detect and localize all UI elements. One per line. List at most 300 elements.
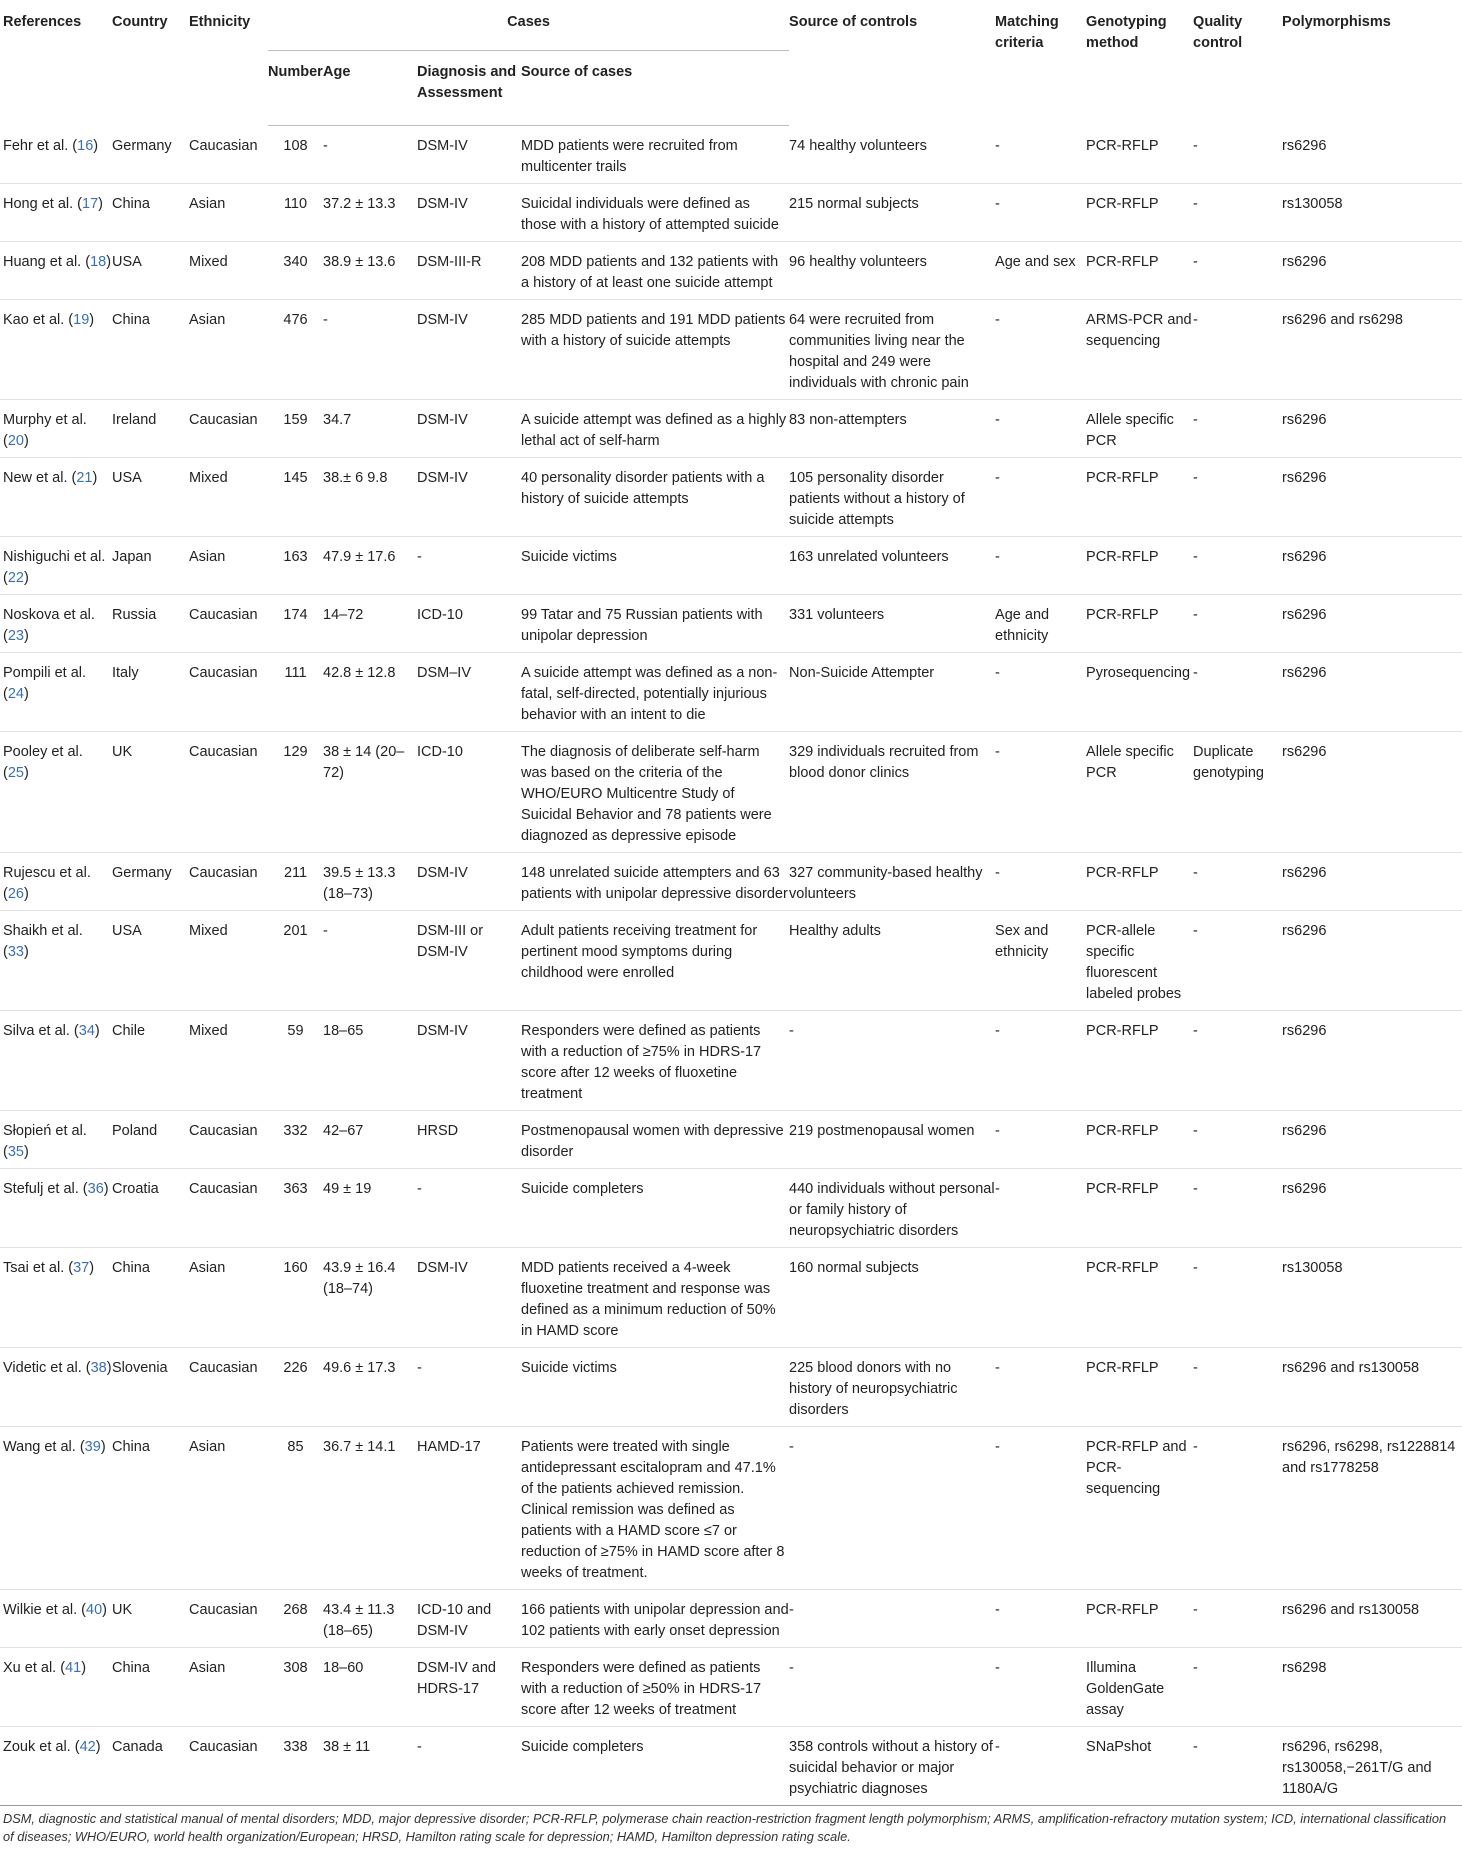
cell-quality: -	[1193, 665, 1198, 681]
cell-country: USA	[112, 254, 142, 270]
cell-country: Slovenia	[112, 1360, 168, 1376]
cell-polymorphisms: rs130058	[1282, 1260, 1343, 1276]
cell-genotyping: PCR-RFLP	[1086, 1602, 1159, 1618]
reference-close-paren: )	[23, 433, 29, 449]
header-genotyping: Genotyping method	[1086, 14, 1167, 51]
cell-age: 38.± 6 9.8	[323, 470, 388, 486]
cell-source-cases: MDD patients were recruited from multicenter trails	[521, 138, 738, 175]
table-row	[0, 242, 1462, 300]
cell-genotyping: PCR-RFLP	[1086, 196, 1159, 212]
header-number: Number	[268, 51, 323, 126]
cell-reference	[0, 653, 112, 732]
cell-country: China	[112, 1660, 150, 1676]
cell-quality: -	[1193, 865, 1198, 881]
reference-author: Pooley et al. (	[3, 744, 83, 781]
cell-source-cases: Suicide completers	[521, 1739, 644, 1755]
cell-source-controls: -	[789, 1023, 794, 1039]
cell-country: China	[112, 196, 150, 212]
cell-number: 163	[283, 549, 308, 565]
cell-quality: -	[1193, 1260, 1198, 1276]
table-body	[0, 126, 1462, 1806]
cell-matching: -	[995, 1123, 1000, 1139]
cell-country: China	[112, 1260, 150, 1276]
cell-ethnicity: Caucasian	[189, 865, 258, 881]
table-row	[0, 1427, 1462, 1590]
cell-diagnosis: DSM-IV	[417, 196, 468, 212]
cell-country: Russia	[112, 607, 157, 623]
cell-reference	[0, 1648, 112, 1727]
cell-diagnosis: DSM-IV	[417, 312, 468, 328]
cell-quality: -	[1193, 137, 1198, 154]
cell-diagnosis: DSM-IV	[417, 138, 468, 154]
cell-reference	[0, 1169, 112, 1248]
table-row	[0, 458, 1462, 537]
cell-polymorphisms: rs6296	[1282, 1181, 1327, 1197]
cell-quality: -	[1193, 923, 1198, 939]
cell-matching: -	[995, 1360, 1000, 1376]
cell-source-cases: 148 unrelated suicide attempters and 63 patients with unipolar depressive disorder	[521, 865, 788, 902]
cell-diagnosis: DSM-IV	[417, 470, 468, 486]
reference-close-paren: )	[103, 1181, 109, 1197]
cell-age: 42–67	[323, 1123, 364, 1139]
reference-number-link[interactable]: 36	[87, 1181, 104, 1197]
cell-ethnicity: Caucasian	[189, 137, 258, 154]
reference-number-link[interactable]: 39	[84, 1439, 101, 1455]
cell-ethnicity: Caucasian	[189, 1360, 258, 1376]
cell-ethnicity: Asian	[189, 312, 226, 328]
header-quality: Quality control	[1193, 14, 1243, 51]
cell-age: -	[323, 923, 328, 939]
cell-reference	[0, 1727, 112, 1806]
reference-author: Stefulj et al. (	[3, 1181, 88, 1197]
cell-diagnosis: -	[417, 549, 422, 565]
table-row	[0, 126, 1462, 184]
reference-number-link[interactable]: 24	[7, 686, 24, 702]
cell-reference	[0, 1248, 112, 1348]
cell-matching: Age and ethnicity	[995, 607, 1050, 644]
header-references: References	[3, 14, 82, 30]
cell-matching: -	[995, 470, 1000, 486]
cell-number: 160	[283, 1260, 308, 1276]
reference-close-paren: )	[23, 1144, 29, 1160]
cell-genotyping: PCR-RFLP	[1086, 1023, 1159, 1039]
cell-quality: -	[1193, 196, 1198, 212]
cell-country: Ireland	[112, 412, 157, 428]
cell-age: 49 ± 19	[323, 1181, 372, 1197]
cell-source-cases: 208 MDD patients and 132 patients with a history of at least one suicide attempt	[521, 254, 779, 291]
cell-country: China	[112, 312, 150, 328]
cell-genotyping: PCR-RFLP	[1086, 607, 1159, 623]
reference-number-link[interactable]: 23	[7, 628, 24, 644]
cell-country: USA	[112, 470, 142, 486]
cell-matching: -	[995, 1602, 1000, 1618]
reference-number-link[interactable]: 21	[76, 470, 93, 486]
cell-source-controls: 64 were recruited from communities living near the hospital and 249 were individuals with chronic pain	[789, 312, 969, 391]
header-ethnicity: Ethnicity	[189, 14, 251, 30]
table-row	[0, 1169, 1462, 1248]
cell-number: 226	[283, 1360, 308, 1376]
cell-polymorphisms: rs6296	[1282, 744, 1327, 760]
cell-source-cases: 99 Tatar and 75 Russian patients with unipolar depression	[521, 607, 763, 644]
cell-number: 145	[283, 470, 308, 486]
reference-close-paren: )	[23, 628, 29, 644]
cell-reference	[0, 300, 112, 400]
cell-genotyping: PCR-RFLP	[1086, 1123, 1159, 1139]
cell-reference	[0, 458, 112, 537]
cell-ethnicity: Mixed	[189, 1023, 228, 1039]
cell-source-controls: 219 postmenopausal women	[789, 1123, 975, 1139]
cell-quality: -	[1193, 470, 1198, 486]
cell-diagnosis: DSM-IV and HDRS-17	[417, 1660, 496, 1697]
cell-country: Poland	[112, 1123, 158, 1139]
cell-source-controls: 440 individuals without personal or family history of neuropsychiatric disorders	[789, 1181, 995, 1239]
reference-close-paren: )	[23, 886, 29, 902]
cell-genotyping: PCR-RFLP	[1086, 254, 1159, 270]
cell-genotyping: PCR-RFLP	[1086, 865, 1159, 881]
reference-author: Kao et al. (	[3, 312, 74, 328]
cell-ethnicity: Asian	[189, 1260, 226, 1276]
cell-source-controls: -	[789, 1660, 794, 1676]
table-row	[0, 1348, 1462, 1427]
cell-country: Germany	[112, 865, 172, 881]
table-row	[0, 1590, 1462, 1648]
reference-close-paren: )	[106, 1360, 112, 1376]
cell-reference	[0, 400, 112, 458]
cell-genotyping: ARMS-PCR and sequencing	[1086, 312, 1192, 349]
cell-quality: -	[1193, 412, 1198, 428]
cell-source-cases: 40 personality disorder patients with a history of suicide attempts	[521, 470, 765, 507]
cell-age: 43.4 ± 11.3 (18–65)	[323, 1602, 395, 1639]
cell-source-controls: 327 community-based healthy volunteers	[789, 865, 983, 902]
cell-diagnosis: DSM-III or DSM-IV	[417, 923, 484, 960]
reference-close-paren: )	[81, 1660, 87, 1676]
cell-source-controls: 105 personality disorder patients without a history of suicide attempts	[789, 470, 965, 528]
cell-reference	[0, 1590, 112, 1648]
cell-diagnosis: ICD-10	[417, 744, 463, 760]
cell-genotyping: PCR-RFLP	[1086, 549, 1159, 565]
cell-ethnicity: Mixed	[189, 254, 228, 270]
cell-quality: -	[1193, 607, 1198, 623]
cell-ethnicity: Caucasian	[189, 665, 258, 681]
cell-country: Italy	[112, 665, 139, 681]
table-footnote: DSM, diagnostic and statistical manual of mental disorders; MDD, major depressive disorder; PCR-RFLP, polymerase chain reaction-restriction fragment length polymorphism; ARMS, amplification-refractory mutation system; ICD, international classification of diseases; WHO/EURO, world health organization/European; HRSD, Hamilton rating scale for depression; HAMD, Hamilton depression rating scale.	[3, 1811, 1447, 1844]
cell-diagnosis: -	[417, 1360, 422, 1376]
cell-age: 18–65	[323, 1023, 364, 1039]
reference-close-paren: )	[92, 470, 98, 486]
cell-age: 47.9 ± 17.6	[323, 549, 396, 565]
cell-genotyping: Allele specific PCR	[1086, 744, 1174, 781]
cell-polymorphisms: rs6296 and rs130058	[1282, 1602, 1420, 1618]
cell-number: 59	[287, 1023, 304, 1039]
cell-reference	[0, 853, 112, 911]
reference-number-link[interactable]: 40	[86, 1602, 103, 1618]
table-row	[0, 653, 1462, 732]
cell-quality: -	[1193, 1023, 1198, 1039]
reference-number-link[interactable]: 20	[7, 433, 24, 449]
cell-source-cases: The diagnosis of deliberate self-harm was based on the criteria of the WHO/EURO Multicentre Study of Suicidal Behavior and 78 patients were diagnozed as depressive episode	[521, 744, 772, 844]
cell-polymorphisms: rs6296	[1282, 412, 1327, 428]
cell-reference	[0, 732, 112, 853]
cell-quality: -	[1193, 1602, 1198, 1618]
cell-number: 111	[284, 665, 307, 681]
cell-age: 43.9 ± 16.4 (18–74)	[323, 1260, 396, 1297]
cell-number: 85	[287, 1439, 304, 1455]
reference-author: Silva et al. (	[3, 1023, 79, 1039]
cell-quality: -	[1193, 549, 1198, 565]
cell-matching: -	[995, 865, 1000, 881]
cell-reference	[0, 1111, 112, 1169]
cell-diagnosis: DSM-IV	[417, 1023, 468, 1039]
reference-number-link[interactable]: 42	[79, 1739, 96, 1755]
cell-polymorphisms: rs6296 and rs130058	[1282, 1360, 1420, 1376]
cell-age: 38.9 ± 13.6	[323, 254, 396, 270]
header-country: Country	[112, 14, 168, 30]
cell-country: Croatia	[112, 1181, 159, 1197]
cell-source-controls: 358 controls without a history of suicidal behavior or major psychiatric diagnoses	[789, 1739, 993, 1797]
cell-number: 108	[283, 138, 308, 154]
cell-matching: -	[995, 1739, 1000, 1755]
cell-genotyping: PCR-RFLP	[1086, 1360, 1159, 1376]
cell-source-controls: Non-Suicide Attempter	[789, 665, 935, 681]
cell-country: Chile	[112, 1023, 146, 1039]
cell-diagnosis: ICD-10 and DSM-IV	[417, 1602, 492, 1639]
reference-author: Xu et al. (	[3, 1660, 66, 1676]
cell-country: Japan	[112, 549, 152, 565]
cell-age: 34.7	[323, 412, 352, 428]
cell-country: Germany	[112, 137, 172, 154]
reference-close-paren: )	[89, 312, 95, 328]
reference-number-link[interactable]: 38	[90, 1360, 107, 1376]
cell-age: 36.7 ± 14.1	[323, 1439, 396, 1455]
cell-ethnicity: Asian	[189, 196, 226, 212]
cell-diagnosis: HRSD	[417, 1123, 459, 1139]
reference-close-paren: )	[23, 765, 29, 781]
cell-number: 129	[283, 744, 308, 760]
reference-author: Shaikh et al. (	[3, 923, 83, 960]
cell-reference	[0, 911, 112, 1011]
cell-age: -	[323, 312, 328, 328]
cell-age: 38 ± 14 (20–72)	[323, 744, 405, 781]
cell-ethnicity: Caucasian	[189, 607, 258, 623]
cell-source-controls: 83 non-attempters	[789, 412, 907, 428]
header-age: Age	[323, 51, 417, 126]
cell-number: 340	[283, 254, 308, 270]
reference-number-link[interactable]: 41	[65, 1660, 82, 1676]
reference-close-paren: )	[100, 1439, 106, 1455]
cell-age: 18–60	[323, 1660, 364, 1676]
table-row	[0, 1011, 1462, 1111]
cell-polymorphisms: rs6296	[1282, 137, 1327, 154]
cell-source-cases: 285 MDD patients and 191 MDD patients with a history of suicide attempts	[521, 312, 786, 349]
cell-diagnosis: DSM-IV	[417, 1260, 468, 1276]
cell-ethnicity: Mixed	[189, 470, 228, 486]
reference-author: Zouk et al. (	[3, 1739, 80, 1755]
cell-polymorphisms: rs6296	[1282, 607, 1327, 623]
cell-country: China	[112, 1439, 150, 1455]
cell-matching: -	[995, 665, 1000, 681]
reference-close-paren: )	[93, 137, 99, 154]
cell-quality: -	[1193, 1360, 1198, 1376]
cell-diagnosis: ICD-10	[417, 607, 463, 623]
cell-polymorphisms: rs6296	[1282, 923, 1327, 939]
cell-genotyping: PCR-RFLP	[1086, 470, 1159, 486]
reference-number-link[interactable]: 19	[73, 312, 90, 328]
cell-polymorphisms: rs6296	[1282, 1023, 1327, 1039]
cell-number: 363	[283, 1181, 308, 1197]
reference-number-link[interactable]: 17	[82, 196, 99, 212]
cell-source-controls: 225 blood donors with no history of neuropsychiatric disorders	[789, 1360, 958, 1418]
cell-genotyping: SNaPshot	[1086, 1739, 1152, 1755]
cell-source-cases: Patients were treated with single antidepressant escitalopram and 47.1% of the patients achieved remission. Clinical remission was defined as patients with a HAMD score ≤7 or reduction of ≥75% in HAMD score after 8 weeks of treatment.	[521, 1439, 785, 1581]
cell-source-cases: Suicide victims	[521, 549, 617, 565]
reference-author: Wilkie et al. (	[3, 1602, 86, 1618]
cell-country: USA	[112, 923, 142, 939]
cell-source-controls: 160 normal subjects	[789, 1260, 919, 1276]
reference-author: Hong et al. (	[3, 196, 82, 212]
cell-age: 42.8 ± 12.8	[323, 665, 396, 681]
cell-country: UK	[112, 744, 133, 760]
reference-number-link[interactable]: 18	[90, 254, 107, 270]
cell-genotyping: Pyrosequencing	[1086, 665, 1191, 681]
table-row	[0, 1648, 1462, 1727]
table-row	[0, 1727, 1462, 1806]
cell-source-controls: -	[789, 1439, 794, 1455]
cell-diagnosis: -	[417, 1181, 422, 1197]
cell-source-controls: -	[789, 1602, 794, 1618]
reference-number-link[interactable]: 33	[7, 944, 24, 960]
cell-polymorphisms: rs6298	[1282, 1660, 1327, 1676]
table-row	[0, 300, 1462, 400]
cell-source-controls: 329 individuals recruited from blood donor clinics	[789, 744, 979, 781]
table-row	[0, 853, 1462, 911]
reference-author: Murphy et al. (	[3, 412, 87, 449]
reference-close-paren: )	[23, 570, 29, 586]
cell-matching: -	[995, 744, 1000, 760]
header-row-1	[0, 0, 1462, 51]
table-row	[0, 537, 1462, 595]
reference-author: Huang et al. (	[3, 254, 91, 270]
cell-source-cases: A suicide attempt was defined as a highly lethal act of self-harm	[521, 412, 787, 449]
cell-genotyping: PCR-RFLP	[1086, 137, 1159, 154]
reference-number-link[interactable]: 35	[7, 1144, 24, 1160]
cell-quality: -	[1193, 1123, 1198, 1139]
reference-author: Słopień et al. (	[3, 1123, 87, 1160]
cell-number: 338	[283, 1739, 308, 1755]
cell-matching: Age and sex	[995, 254, 1076, 270]
cell-source-controls: 163 unrelated volunteers	[789, 549, 949, 565]
table-row	[0, 732, 1462, 853]
cell-number: 201	[283, 923, 308, 939]
cell-reference	[0, 126, 112, 184]
cell-reference	[0, 242, 112, 300]
reference-number-link[interactable]: 22	[7, 570, 24, 586]
cell-ethnicity: Caucasian	[189, 1602, 258, 1618]
cell-reference	[0, 184, 112, 242]
cell-number: 332	[283, 1123, 308, 1139]
cell-age: 38 ± 11	[323, 1739, 371, 1755]
cell-quality: -	[1193, 254, 1198, 270]
cell-polymorphisms: rs6296, rs6298, rs1228814 and rs1778258	[1282, 1439, 1456, 1476]
reference-number-link[interactable]: 25	[7, 765, 24, 781]
cell-number: 174	[283, 607, 308, 623]
cell-number: 268	[283, 1602, 308, 1618]
cell-genotyping: PCR-RFLP	[1086, 1181, 1159, 1197]
cell-quality: -	[1193, 312, 1198, 328]
reference-author: Rujescu et al. (	[3, 865, 91, 902]
cell-source-controls: 74 healthy volunteers	[789, 137, 927, 154]
cell-source-controls: 331 volunteers	[789, 607, 885, 623]
cell-age: 39.5 ± 13.3 (18–73)	[323, 865, 396, 902]
reference-author: Nishiguchi et al. (	[3, 549, 106, 586]
cell-source-controls: 215 normal subjects	[789, 196, 919, 212]
cell-diagnosis: DSM-III-R	[417, 254, 482, 270]
reference-author: Videtic et al. (	[3, 1360, 91, 1376]
header-cases: Cases	[268, 12, 789, 51]
cell-country: Canada	[112, 1739, 163, 1755]
cell-number: 476	[283, 312, 308, 328]
cell-age: 49.6 ± 17.3	[323, 1360, 396, 1376]
reference-close-paren: )	[23, 686, 29, 702]
cell-polymorphisms: rs6296	[1282, 470, 1327, 486]
cell-diagnosis: DSM-IV	[417, 865, 468, 881]
cell-country: UK	[112, 1602, 133, 1618]
reference-close-paren: )	[95, 1739, 101, 1755]
cell-ethnicity: Caucasian	[189, 744, 258, 760]
cell-source-cases: Responders were defined as patients with a reduction of ≥75% in HDRS-17 score after 12 weeks of fluoxetine treatment	[521, 1023, 762, 1102]
cell-source-cases: A suicide attempt was defined as a non-fatal, self-directed, potentially injurious behavior with an intent to die	[521, 665, 778, 723]
cell-genotyping: PCR-RFLP and PCR-sequencing	[1086, 1439, 1187, 1497]
reference-number-link[interactable]: 26	[7, 886, 24, 902]
cell-matching: -	[995, 549, 1000, 565]
cell-reference	[0, 1427, 112, 1590]
cell-source-cases: 166 patients with unipolar depression and 102 patients with early onset depression	[521, 1602, 789, 1639]
cell-polymorphisms: rs6296 and rs6298	[1282, 312, 1403, 328]
cell-source-cases: Adult patients receiving treatment for pertinent mood symptoms during childhood were enrolled	[521, 923, 758, 981]
reference-number-link[interactable]: 34	[78, 1023, 95, 1039]
cell-ethnicity: Caucasian	[189, 1123, 258, 1139]
cell-number: 159	[283, 412, 308, 428]
cell-matching: -	[995, 137, 1000, 154]
cell-age: -	[323, 138, 328, 154]
reference-author: New et al. (	[3, 470, 77, 486]
cell-ethnicity: Caucasian	[189, 1739, 258, 1755]
cell-ethnicity: Mixed	[189, 923, 228, 939]
table-row	[0, 595, 1462, 653]
cell-diagnosis: HAMD-17	[417, 1439, 481, 1455]
cell-genotyping: Illumina GoldenGate assay	[1086, 1660, 1165, 1718]
cell-age: 14–72	[323, 607, 364, 623]
cell-polymorphisms: rs6296	[1282, 665, 1327, 681]
table-row	[0, 1248, 1462, 1348]
reference-number-link[interactable]: 37	[73, 1260, 90, 1276]
cell-reference	[0, 1011, 112, 1111]
cell-source-cases: Suicide completers	[521, 1181, 644, 1197]
cell-source-cases: Responders were defined as patients with a reduction of ≥50% in HDRS-17 score after 12 weeks of treatment	[521, 1660, 762, 1718]
cell-matching: -	[995, 1023, 1000, 1039]
cell-source-cases: MDD patients received a 4-week fluoxetine treatment and response was defined as a minimum reduction of 50% in HAMD score	[521, 1260, 776, 1339]
cell-ethnicity: Asian	[189, 1660, 226, 1676]
cell-genotyping: PCR-RFLP	[1086, 1260, 1159, 1276]
header-source-controls: Source of controls	[789, 14, 918, 30]
reference-number-link[interactable]: 16	[77, 137, 94, 154]
cell-age: 37.2 ± 13.3	[323, 196, 396, 212]
cell-ethnicity: Asian	[189, 1439, 226, 1455]
cell-ethnicity: Caucasian	[189, 1181, 258, 1197]
cell-matching: -	[995, 1439, 1000, 1455]
cell-diagnosis: DSM-IV	[417, 412, 468, 428]
cell-matching: Sex and ethnicity	[995, 923, 1049, 960]
cell-polymorphisms: rs130058	[1282, 196, 1343, 212]
